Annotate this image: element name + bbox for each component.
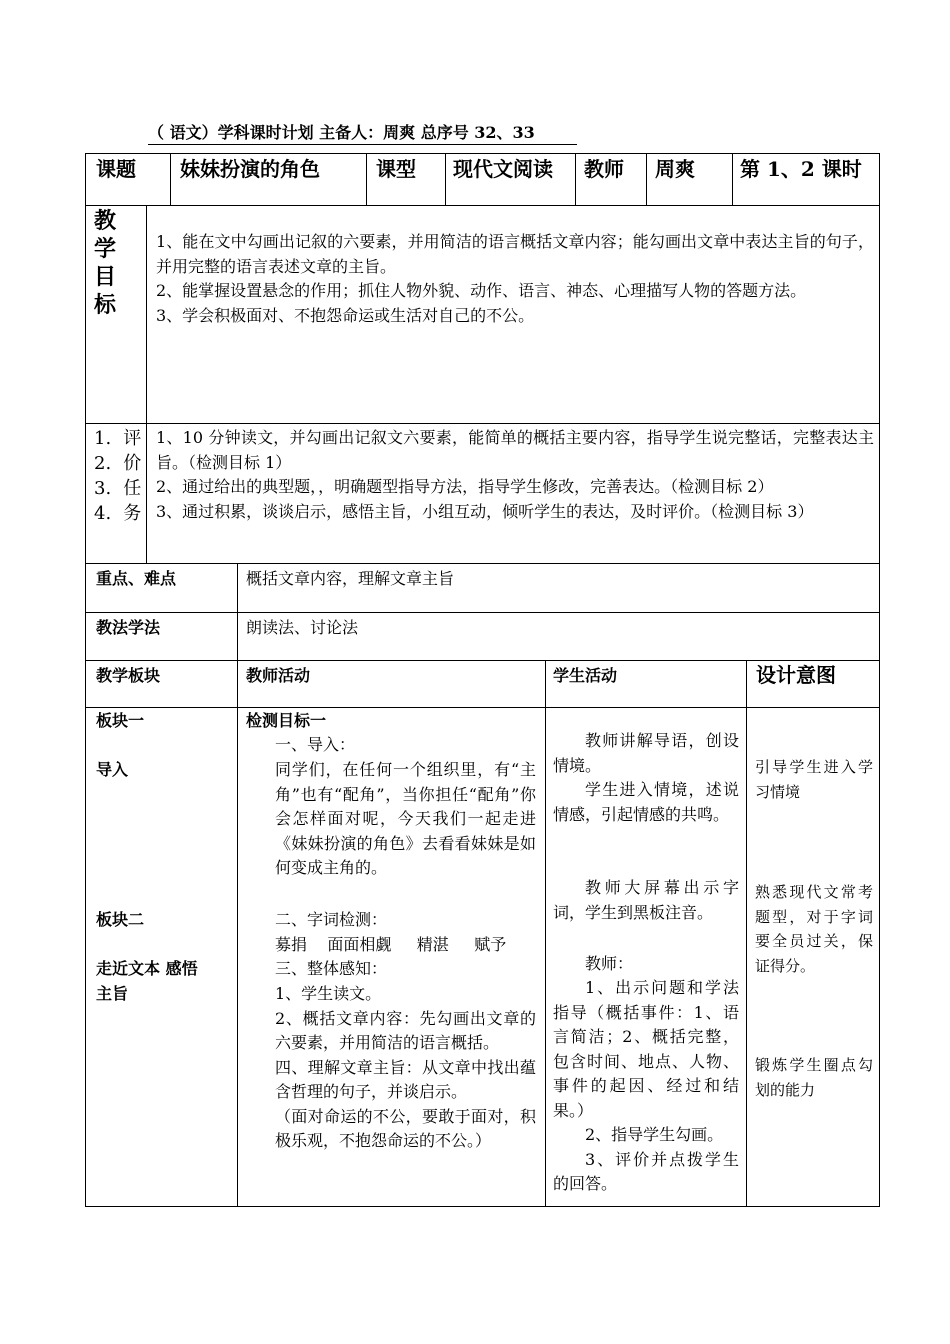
col-divider <box>575 153 576 205</box>
col-divider <box>170 153 171 205</box>
design-intent-3: 锻炼学生圈点勾划的能力 <box>755 1056 873 1099</box>
teacher-steps: 1、学生读文。 2、概括文章内容：先勾画出文章的六要素，并用简洁的语言概括。 四、理解文章主旨：从文章中找出蕴含哲理的句子，并谈启示。 （面对命运的不公，要敢于面对，积极乐观，不抱怨命运的不公。） <box>275 984 536 1150</box>
tasks-label-item: 1. 评 <box>94 428 142 449</box>
goals-label-char: 目 <box>94 264 117 290</box>
col-header-student: 学生活动 <box>553 666 618 685</box>
col-divider <box>732 153 733 205</box>
row-divider <box>85 205 880 206</box>
col-divider <box>545 660 546 1207</box>
task-item: 1、10 分钟读文，并勾画出记叙文六要素，能简单的概括主要内容，指导学生说完整话，完整表达主旨。（检测目标 1） <box>156 428 874 472</box>
col-divider <box>237 563 238 660</box>
col-header-intent: 设计意图 <box>756 663 836 687</box>
task-item: 3、通过积累，谈谈启示，感悟主旨，小组互动，倾听学生的表达，及时评价。（检测目标 3） <box>156 501 814 521</box>
col-divider <box>646 153 647 205</box>
block1-name: 导入 <box>96 760 129 779</box>
block2-title: 板块二 <box>96 910 145 929</box>
row-divider <box>85 563 880 564</box>
task-item: 2、通过给出的典型题，，明确题型指导方法，指导学生修改，完善表达。（检测目标 2） <box>156 477 774 496</box>
page-header: （ 语文）学科课时计划 主备人：周爽 总序号 32、33 <box>148 122 577 145</box>
teacher-overall-title: 三、整体感知： <box>275 959 388 978</box>
goals-label-char: 教 <box>94 208 117 234</box>
teacher-vocab-title: 二、字词检测： <box>275 910 388 929</box>
teacher-intro-text: 同学们，在任何一个组织里，有“主角”也有“配角”，当你担任“配角”你会怎样面对呢，今天我们一起走进《妹妹扮演的角色》去看看妹妹是如何变成主角的。 <box>275 760 536 877</box>
method-label: 教法学法 <box>96 618 161 637</box>
block2-name: 走近文本 感悟 主旨 <box>96 959 198 1003</box>
goal-item: 1、能在文中勾画出记叙的六要素，并用简洁的语言概括文章内容；能勾画出文章中表达主旨的句子，并用完整的语言表述文章的主旨。 <box>156 232 874 276</box>
goal-item: 2、能掌握设置悬念的作用；抓住人物外貌、动作、语言、神态、心理描写人物的答题方法。 <box>156 281 807 300</box>
student-activity-p2: 学生进入情境，述说情感，引起情感的共鸣。 <box>553 780 739 824</box>
col-divider <box>237 660 238 1207</box>
topic-label: 课题 <box>96 157 136 181</box>
method-value: 朗读法、讨论法 <box>246 618 359 637</box>
goals-label-char: 学 <box>94 236 117 262</box>
goals-content <box>156 230 874 328</box>
col-divider <box>366 153 367 205</box>
tasks-label <box>94 426 146 526</box>
topic-value: 妹妹扮演的角色 <box>180 157 320 181</box>
type-label: 课型 <box>376 157 416 181</box>
tasks-label-item: 3. 任 <box>94 478 142 499</box>
teacher-intro-title: 一、导入： <box>275 735 356 754</box>
student-activity-p1: 教师讲解导语，创设情境。 <box>553 731 739 775</box>
student-activity-p4-title: 教师： <box>585 954 634 973</box>
tasks-label-item: 2. 价 <box>94 453 142 474</box>
focus-value: 概括文章内容，理解文章主旨 <box>246 569 455 588</box>
teacher-activity-heading: 检测目标一 <box>246 711 327 730</box>
goal-item: 3、学会积极面对、不抱怨命运或生活对自己的不公。 <box>156 305 535 325</box>
col-divider <box>146 205 147 563</box>
focus-label: 重点、难点 <box>96 569 177 588</box>
design-intent-2: 熟悉现代文常考题型，对于字词要全员过关，保证得分。 <box>755 883 873 975</box>
row-divider <box>85 423 880 424</box>
student-activity-p4-items: 1、出示问题和学法指导（概括事件：1、语言简洁；2、概括完整，包含时间、地点、人物、事件的起因、经过和结果。） 2、指导学生勾画。 3、评价并点拨学生的回答。 <box>553 978 739 1193</box>
goals-label-char: 标 <box>94 292 117 318</box>
row-divider <box>85 660 880 661</box>
block1-title: 板块一 <box>96 711 145 730</box>
teacher-label: 教师 <box>584 157 624 181</box>
col-divider <box>445 153 446 205</box>
col-header-block: 教学板块 <box>96 666 161 685</box>
goals-label <box>94 207 134 319</box>
lesson-count: 第 1、2 课时 <box>740 157 862 181</box>
type-value: 现代文阅读 <box>453 157 553 181</box>
student-activity-p3: 教师大屏幕出示字词，学生到黑板注音。 <box>553 878 739 922</box>
col-divider <box>746 660 747 1207</box>
col-header-teacher: 教师活动 <box>246 666 311 685</box>
tasks-content <box>156 426 874 524</box>
design-intent-1: 引导学生进入学习情境 <box>755 758 873 801</box>
tasks-label-item: 4. 务 <box>94 503 142 524</box>
teacher-value: 周爽 <box>655 157 695 181</box>
row-divider <box>85 612 880 613</box>
row-divider <box>85 707 880 708</box>
teacher-vocab-words: 募捐 面面相觑 精湛 赋予 <box>275 935 507 954</box>
